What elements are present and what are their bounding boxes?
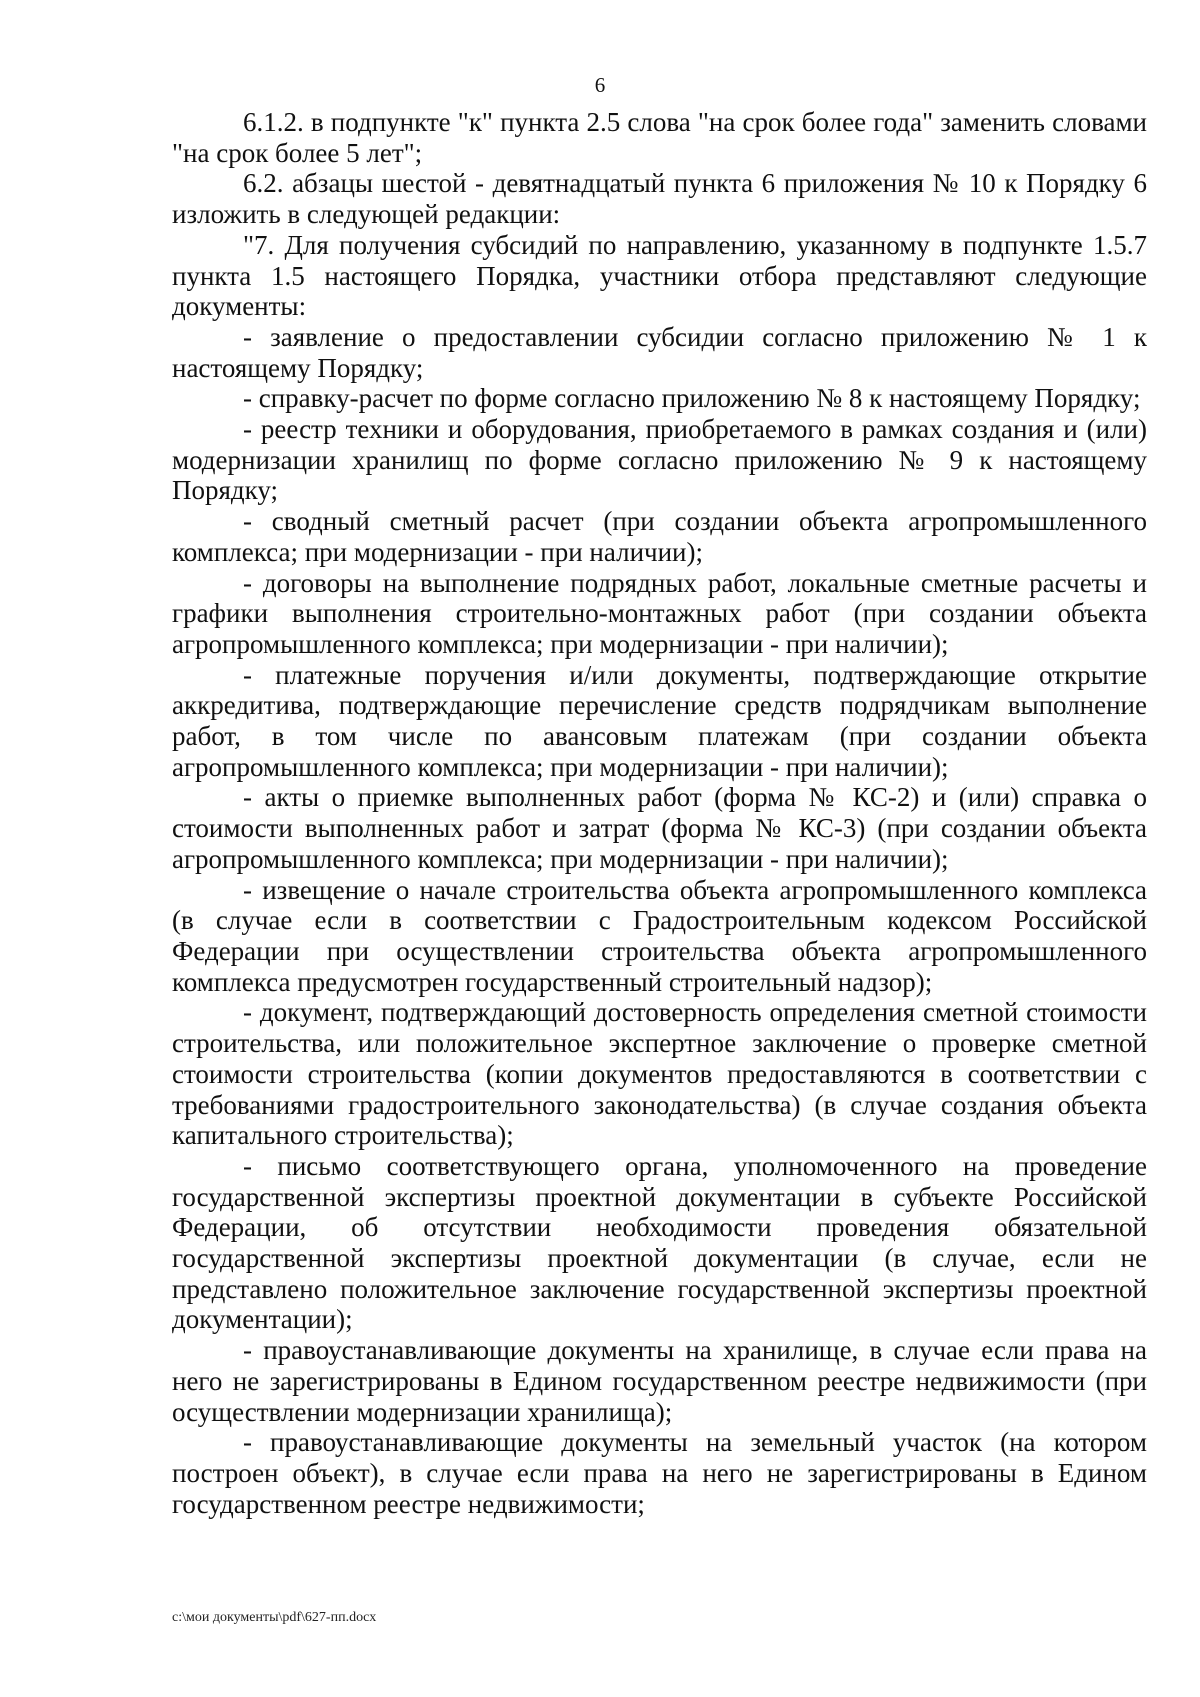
- list-item-construction-notice: - извещение о начале строительства объекта агропромышленного комплекса (в случае если в соответствии с Градостроительным кодексом Российской Федерации при осуществлении строительства объекта агропромышленного комплекса предусмотрен государственный строительный надзор);: [172, 874, 1147, 997]
- list-item-payment-orders: - платежные поручения и/или документы, подтверждающие открытие аккредитива, подтверждающие перечисление средств подрядчикам выполнение работ, в том числе по авансовым платежам (при создании объекта агропромышленного комплекса; при модернизации - при наличии);: [172, 659, 1147, 782]
- list-item-authority-letter: - письмо соответствующего органа, уполномоченного на проведение государственной экспертизы проектной документации в субъекте Российской Федерации, об отсутствии необходимости проведения обязательной государственной экспертизы проектной документации (в случае, если не представлено положительное заключение государственной экспертизы проектной документации);: [172, 1150, 1147, 1335]
- list-item-contracts: - договоры на выполнение подрядных работ, локальные сметные расчеты и графики выполнения строительно-монтажных работ (при создании объекта агропромышленного комплекса; при модернизации - при наличии);: [172, 567, 1147, 659]
- list-item-application: - заявление о предоставлении субсидии согласно приложению № 1 к настоящему Порядку;: [172, 321, 1147, 383]
- page-number: 6: [594, 73, 606, 97]
- list-item-estimate-reliability: - документ, подтверждающий достоверность определения сметной стоимости строительства, или положительное экспертное заключение о проверке сметной стоимости строительства (копии документов предоставляются в соответствии с требованиями градостроительного законодательства) (в случае создания объекта капитального строительства);: [172, 997, 1147, 1151]
- paragraph-6-2: 6.2. абзацы шестой - девятнадцатый пункта 6 приложения № 10 к Порядку 6 изложить в следующей редакции:: [172, 168, 1147, 230]
- list-item-summary-estimate: - сводный сметный расчет (при создании объекта агропромышленного комплекса; при модернизации - при наличии);: [172, 506, 1147, 567]
- paragraph-6-1-2: 6.1.2. в подпункте "к" пункта 2.5 слова "на срок более года" заменить словами "на срок более 5 лет";: [172, 107, 1147, 168]
- list-item-acceptance-acts: - акты о приемке выполненных работ (форма № КС-2) и (или) справка о стоимости выполненных работ и затрат (форма № КС-3) (при создании объекта агропромышленного комплекса; при модернизации - при наличии);: [172, 782, 1147, 874]
- list-item-equipment-register: - реестр техники и оборудования, приобретаемого в рамках создания и (или) модернизации хранилищ по форме согласно приложению № 9 к настоящему Порядку;: [172, 414, 1147, 506]
- list-item-storage-title-documents: - правоустанавливающие документы на хранилище, в случае если права на него не зарегистрированы в Едином государственном реестре недвижимости (при осуществлении модернизации хранилища);: [172, 1335, 1147, 1427]
- document-body: [172, 107, 1147, 1519]
- footer-file-path: c:\мои документы\pdf\627-пп.docx: [172, 1610, 377, 1625]
- paragraph-7-intro: "7. Для получения субсидий по направлению, указанному в подпункте 1.5.7 пункта 1.5 настоящего Порядка, участники отбора представляют следующие документы:: [172, 229, 1147, 322]
- list-item-land-title-documents: - правоустанавливающие документы на земельный участок (на котором построен объект), в случае если права на него не зарегистрированы в Едином государственном реестре недвижимости;: [172, 1427, 1147, 1519]
- list-item-calculation-certificate: - справку-расчет по форме согласно приложению № 8 к настоящему Порядку;: [243, 383, 1141, 414]
